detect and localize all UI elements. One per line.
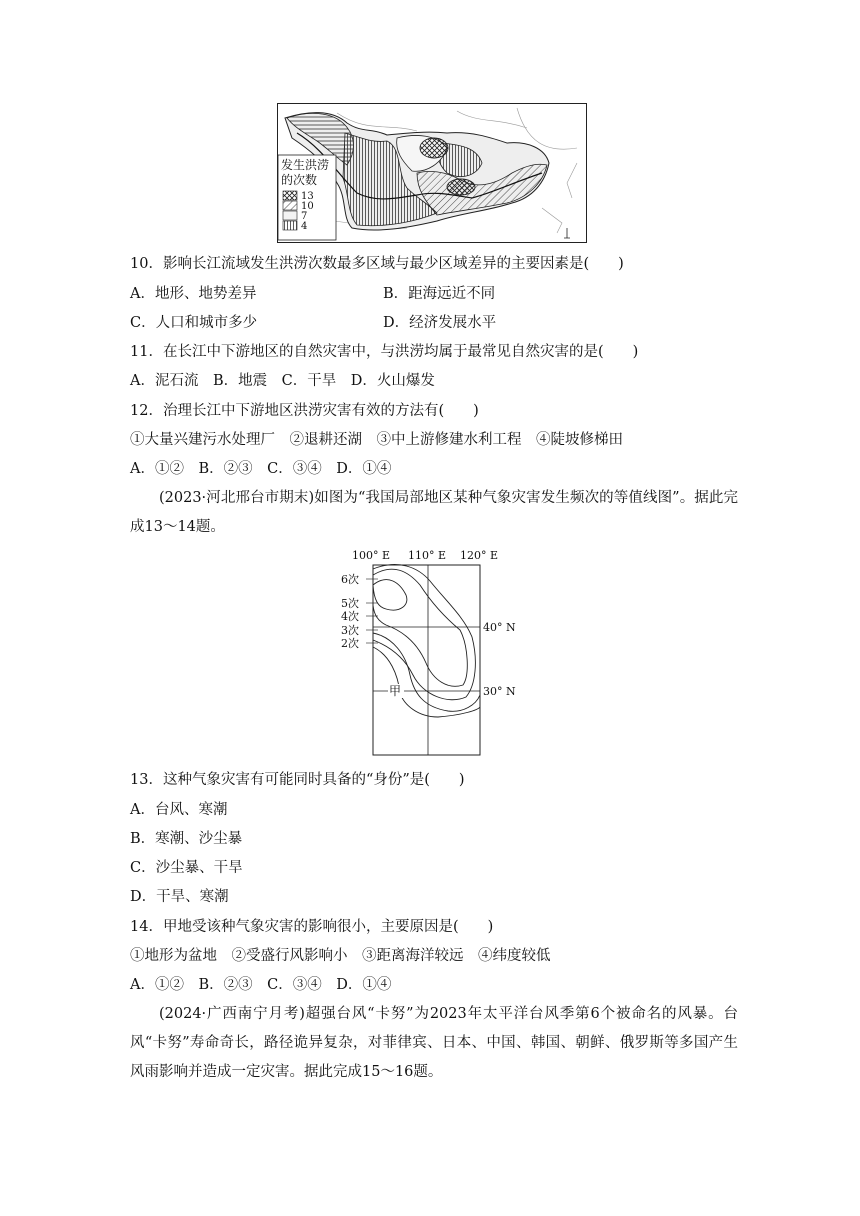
q13-option-c: C．沙尘暴、干旱 xyxy=(130,860,243,876)
isoline-map xyxy=(338,545,528,760)
contour-label-3: 3次 xyxy=(341,624,359,637)
lat-label-40: 40° N xyxy=(483,621,516,634)
q14-options: A．①② B．②③ C．③④ D．①④ xyxy=(130,977,392,993)
q13-stem: 13．这种气象灾害有可能同时具备的“身份”是( ) xyxy=(130,772,465,788)
legend-value-7: 7 xyxy=(301,211,308,222)
contour-label-5: 5次 xyxy=(341,597,359,610)
contour-label-2: 2次 xyxy=(341,637,359,650)
q14-stem: 14．甲地受该种气象灾害的影响很小，主要原因是( ) xyxy=(130,919,494,935)
lat-label-30: 30° N xyxy=(483,685,516,698)
intro-15-16: (2024·广西南宁月考)超强台风“卡努”为2023年太平洋台风季第6个被命名的风暴。台风“卡努”寿命奇长，路径诡异复杂，对菲律宾、日本、中国、韩国、朝鲜、俄罗斯等多国产生风雨影响并造成一定灾害。据此完成15～16题。 xyxy=(130,1006,738,1080)
intro-13-14: (2023·河北邢台市期末)如图为“我国局部地区某种气象灾害发生频次的等值线图”。据此完成13～14题。 xyxy=(130,490,738,535)
q12-options: A．①② B．②③ C．③④ D．①④ xyxy=(130,461,392,477)
q14-choices: ①地形为盆地 ②受盛行风影响小 ③距离海洋较远 ④纬度较低 xyxy=(130,948,551,964)
flood-frequency-map xyxy=(277,103,587,243)
q13-option-b: B．寒潮、沙尘暴 xyxy=(130,831,243,847)
q10-option-c: C．人口和城市多少 xyxy=(130,315,258,331)
q10-stem: 10．影响长江流域发生洪涝次数最多区域与最少区域差异的主要因素是( ) xyxy=(130,256,624,272)
q10-option-b: B．距海远近不同 xyxy=(383,286,496,302)
lon-label-100: 100° E xyxy=(352,549,391,562)
q11-options: A．泥石流 B．地震 C．干旱 D．火山爆发 xyxy=(130,373,435,389)
q10-option-d: D．经济发展水平 xyxy=(383,315,497,331)
place-label-jia: 甲 xyxy=(389,684,402,698)
legend-title-line2: 的次数 xyxy=(281,173,318,187)
q13-option-d: D．干旱、寒潮 xyxy=(130,889,229,905)
legend-value-13: 13 xyxy=(301,191,314,202)
contour-label-6: 6次 xyxy=(341,573,359,586)
contour-label-4: 4次 xyxy=(341,610,359,623)
q11-stem: 11．在长江中下游地区的自然灾害中，与洪涝均属于最常见自然灾害的是( ) xyxy=(130,344,639,360)
legend-value-10: 10 xyxy=(301,201,314,212)
q10-option-a: A．地形、地势差异 xyxy=(130,286,257,302)
lon-label-110: 110° E xyxy=(408,549,447,562)
legend-value-4: 4 xyxy=(301,221,308,232)
q12-stem: 12．治理长江中下游地区洪涝灾害有效的方法有( ) xyxy=(130,403,479,419)
q12-choices: ①大量兴建污水处理厂 ②退耕还湖 ③中上游修建水利工程 ④陡坡修梯田 xyxy=(130,432,623,448)
legend-title-line1: 发生洪涝 xyxy=(281,158,330,172)
lon-label-120: 120° E xyxy=(460,549,499,562)
q13-option-a: A．台风、寒潮 xyxy=(130,802,228,818)
